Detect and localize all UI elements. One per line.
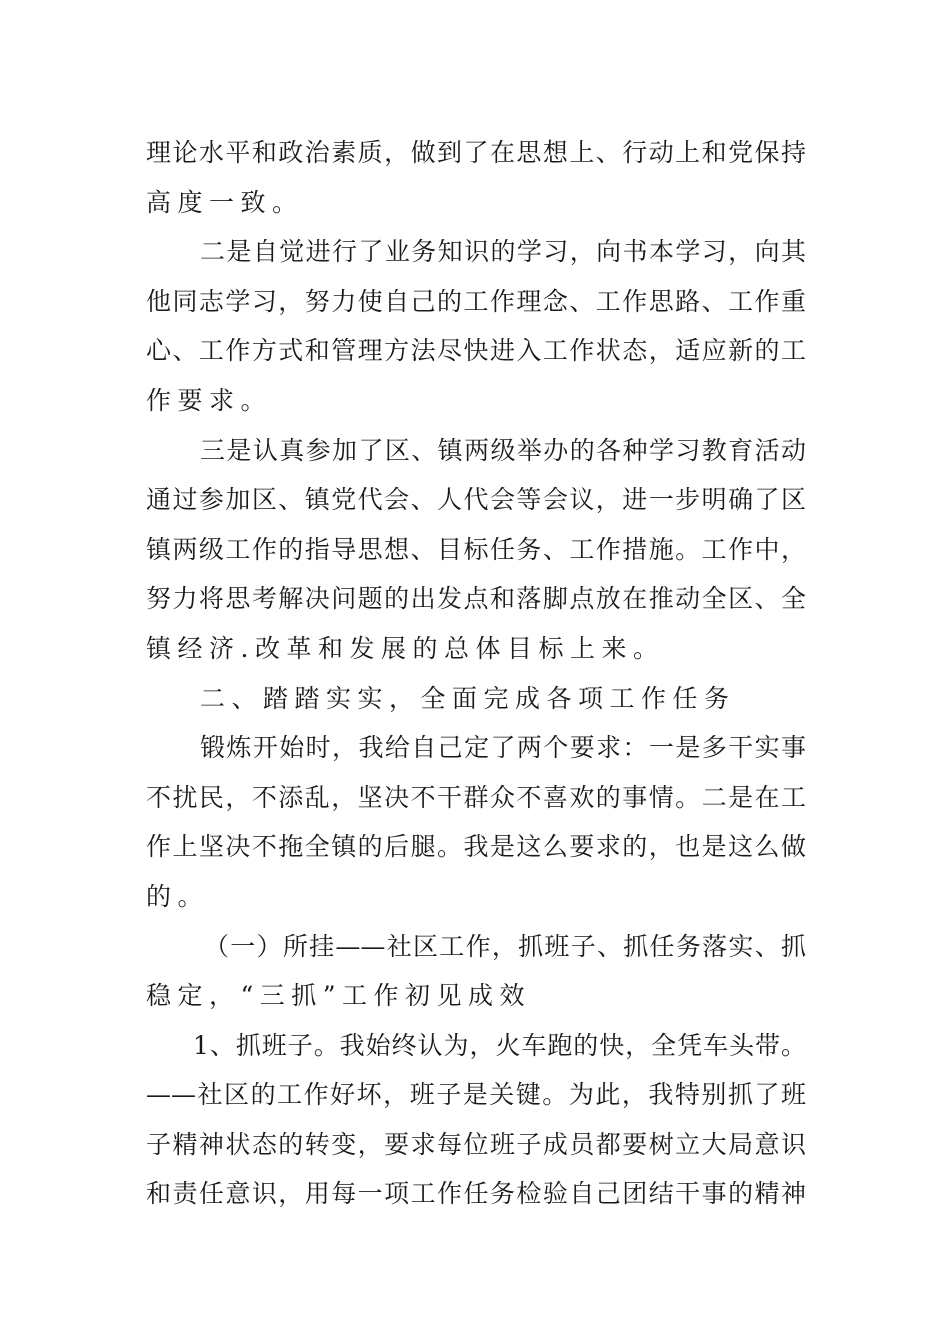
text-line-3: 二是自觉进行了业务知识的学习，向书本学习，向其	[200, 237, 806, 267]
text-line-16: 的。	[146, 881, 210, 911]
text-line-19: 1、抓班子。我始终认为，火车跑的快，全凭车头带。	[193, 1030, 806, 1060]
text-line-15: 作上坚决不拖全镇的后腿。我是这么要求的，也是这么做	[146, 832, 806, 862]
document-page	[146, 128, 806, 1219]
text-line-21: 子精神状态的转变，要求每位班子成员都要树立大局意识	[146, 1129, 806, 1159]
text-line-9: 镇两级工作的指导思想、目标任务、工作措施。工作中，	[146, 534, 806, 564]
subsection-heading-line-2: 稳定，“三抓”工作初见成效	[146, 981, 532, 1011]
subsection-heading-line-1: （一）所挂——社区工作，抓班子、抓任务落实、抓	[204, 931, 806, 961]
text-line-14: 不扰民，不添乱，坚决不干群众不喜欢的事情。二是在工	[146, 782, 806, 812]
text-line-5: 心、工作方式和管理方法尽快进入工作状态，适应新的工	[146, 336, 806, 366]
text-line-22: 和责任意识，用每一项工作任务检验自己团结干事的精神	[146, 1179, 806, 1209]
text-line-10: 努力将思考解决问题的出发点和落脚点放在推动全区、全	[146, 584, 806, 614]
text-line-2: 高度一致。	[146, 187, 304, 217]
text-line-7: 三是认真参加了区、镇两级举办的各种学习教育活动	[200, 435, 806, 465]
text-line-11: 镇经济.改革和发展的总体目标上来。	[146, 633, 665, 663]
text-line-8: 通过参加区、镇党代会、人代会等会议，进一步明确了区	[146, 485, 806, 515]
text-line-4: 他同志学习，努力使自己的工作理念、工作思路、工作重	[146, 286, 806, 316]
text-line-6: 作要求。	[146, 385, 273, 415]
text-line-13: 锻炼开始时，我给自己定了两个要求：一是多干实事	[200, 733, 806, 763]
text-line-20: ——社区的工作好坏，班子是关键。为此，我特别抓了班	[146, 1080, 806, 1110]
text-line-1: 理论水平和政治素质，做到了在思想上、行动上和党保持	[146, 138, 806, 167]
section-heading: 二、踏踏实实，全面完成各项工作任务	[200, 683, 736, 713]
